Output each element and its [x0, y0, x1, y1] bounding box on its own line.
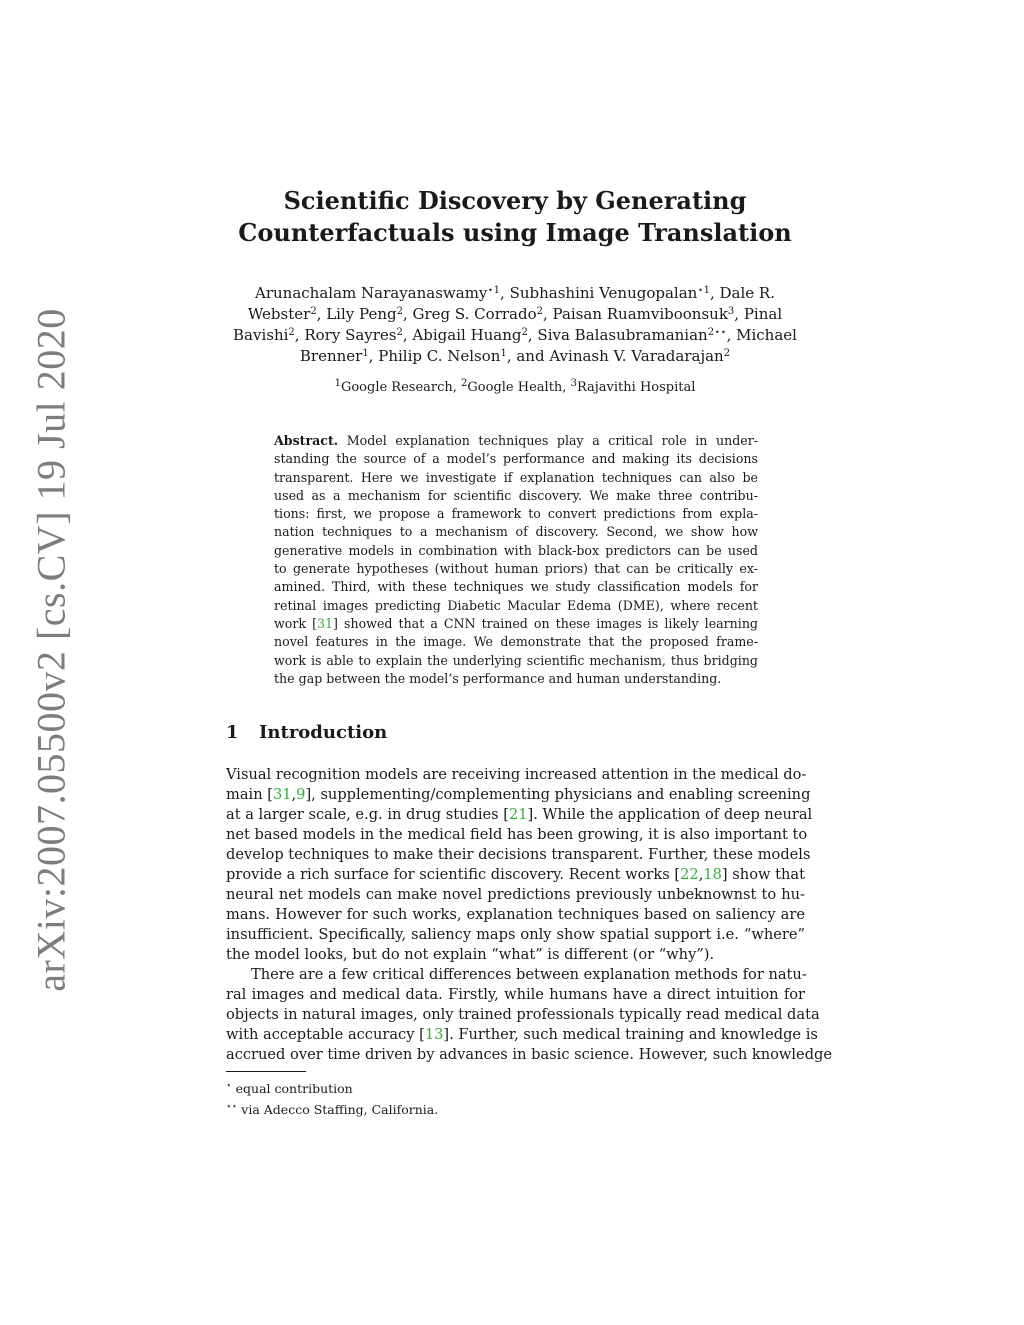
body-line: accrued over time driven by advances in basic science. However, such knowledge [226, 1046, 833, 1063]
author-name: , and Avinash V. Varadarajan [506, 347, 724, 365]
body-line: net based models in the medical field has been growing, it is also important to [226, 826, 808, 843]
affil-name: Google Health, [467, 380, 571, 395]
citation-link[interactable]: 9 [296, 786, 306, 803]
author-name: , Philip C. Nelson [368, 347, 501, 365]
abstract-line: nation techniques to a mechanism of discovery. Second, we show how [274, 524, 758, 540]
body-line: Visual recognition models are receiving increased attention in the medical do- [226, 766, 807, 783]
author-sup: ⋆1 [487, 285, 501, 296]
author-name: , Paisan Ruamviboonsuk [542, 305, 728, 323]
footnote-divider [226, 1071, 306, 1072]
abstract-text: ] showed that a CNN trained on these images is likely learning [333, 615, 758, 631]
title-line-1: Scientific Discovery by Generating [283, 186, 747, 215]
affil-sup: 2 [461, 378, 468, 389]
footnotes [226, 1077, 438, 1119]
title-line-2: Counterfactuals using Image Translation [238, 218, 792, 247]
author-name: , Rory Sayres [294, 326, 397, 344]
body-line: There are a few critical differences between explanation methods for natu- [251, 966, 807, 983]
citation-link[interactable]: 22 [680, 866, 699, 883]
body-line: ral images and medical data. Firstly, while humans have a direct intuition for [226, 986, 805, 1003]
abstract-text: work [ [274, 615, 317, 631]
citation-link[interactable]: 18 [703, 866, 722, 883]
affil-name: Google Research, [340, 380, 462, 395]
abstract-line: generative models in combination with black-box predictors can be used [274, 542, 758, 558]
section-heading [226, 722, 387, 743]
author-sup: 2⋆⋆ [707, 327, 727, 338]
abstract-line: tions: first, we propose a framework to convert predictions from expla- [274, 506, 758, 522]
author-sup: 2 [396, 327, 403, 338]
author-name: , Subhashini Venugopalan [500, 284, 698, 302]
body-text: , [698, 866, 704, 883]
affil-sup: 1 [334, 378, 341, 389]
body-line [226, 805, 813, 825]
introduction-body [226, 765, 833, 1065]
body-text: ] show that [721, 866, 805, 883]
author-line-2 [225, 304, 805, 325]
footnote-mark: ⋆ [226, 1081, 232, 1091]
body-text: at a larger scale, e.g. in drug studies [ [226, 806, 509, 823]
body-line: mans. However for such works, explanation techniques based on saliency are [226, 906, 805, 923]
body-line: neural net models can make novel predictions previously unbeknownst to hu- [226, 886, 805, 903]
author-sup: 2 [723, 348, 731, 359]
citation-link[interactable]: 13 [424, 1026, 444, 1043]
body-line [226, 785, 811, 805]
body-line [226, 865, 805, 885]
arxiv-id-text: arXiv:2007.05500v2 [cs.CV] 19 Jul 2020 [28, 308, 74, 992]
body-line: the model looks, but do not explain “what” is different (or “why”). [226, 946, 715, 963]
abstract-line [274, 615, 758, 633]
author-name: Webster [247, 305, 311, 323]
abstract-line: the gap between the model’s performance and human understanding. [274, 670, 722, 686]
citation-link[interactable]: 21 [508, 806, 528, 823]
affil-name: Rajavithi Hospital [576, 380, 696, 395]
citation-link[interactable]: 31 [317, 615, 334, 631]
affiliations [225, 378, 805, 398]
body-text: ]. While the application of deep neural [527, 806, 813, 823]
footnote-text: equal contribution [235, 1081, 353, 1096]
arxiv-identifier-stamp [26, 308, 76, 992]
body-text: with acceptable accuracy [ [226, 1026, 425, 1043]
author-name: , Siva Balasubramanian [527, 326, 708, 344]
abstract-text: Model explanation techniques play a critical role in under- [338, 433, 758, 448]
footnote-mark: ⋆⋆ [226, 1102, 238, 1112]
body-text: , [291, 786, 297, 803]
footnote-item [226, 1098, 438, 1119]
author-line-3 [225, 325, 805, 346]
abstract-line [274, 432, 758, 450]
affil-sup: 3 [570, 378, 577, 389]
body-text: ]. Further, such medical training and knowledge is [443, 1026, 818, 1043]
footnote-item [226, 1077, 438, 1098]
author-sup: 2 [288, 327, 295, 338]
author-name: , Pinal [734, 305, 783, 323]
author-sup: 2 [396, 306, 403, 317]
author-sup: 2 [536, 306, 543, 317]
author-sup: 2 [310, 306, 317, 317]
body-line: insufficient. Specifically, saliency maps only show spatial support i.e. “where” [226, 926, 805, 943]
author-name: , Dale R. [709, 284, 775, 302]
body-text: main [ [226, 786, 273, 803]
author-sup: ⋆1 [697, 285, 710, 296]
author-name: , Lily Peng [316, 305, 397, 323]
section-title: Introduction [259, 722, 388, 743]
body-text: ], supplementing/complementing physicians and enabling screening [305, 786, 811, 803]
author-name: , Abigail Huang [402, 326, 522, 344]
abstract [274, 432, 758, 688]
author-name: Arunachalam Narayanaswamy [255, 284, 488, 302]
author-sup: 3 [727, 306, 735, 317]
author-name: Brenner [299, 347, 363, 365]
author-sup: 1 [500, 348, 507, 359]
author-name: , Greg S. Corrado [402, 305, 537, 323]
abstract-line: transparent. Here we investigate if explanation techniques can also be [274, 469, 758, 485]
footnote-text: via Adecco Staffing, California. [241, 1102, 439, 1117]
abstract-line: amined. Third, with these techniques we study classification models for [274, 579, 758, 595]
author-sup: 2 [521, 327, 528, 338]
author-line-4 [225, 346, 805, 367]
abstract-line: standing the source of a model’s performance and making its decisions [274, 451, 758, 467]
abstract-line: retinal images predicting Diabetic Macular Edema (DME), where recent [274, 597, 758, 613]
body-text: provide a rich surface for scientific discovery. Recent works [ [226, 866, 681, 883]
author-name: Bavishi [233, 326, 289, 344]
abstract-line: to generate hypotheses (without human priors) that can be critically ex- [274, 561, 758, 577]
body-line: objects in natural images, only trained professionals typically read medical data [226, 1006, 820, 1023]
author-name: , Michael [726, 326, 797, 344]
paper-title [200, 185, 830, 249]
body-line: develop techniques to make their decisions transparent. Further, these models [226, 846, 811, 863]
abstract-line: work is able to explain the underlying scientific mechanism, thus bridging [274, 652, 758, 668]
author-line-1 [225, 283, 805, 304]
abstract-line: used as a mechanism for scientific discovery. We make three contribu- [274, 487, 758, 503]
abstract-label: Abstract. [274, 433, 339, 448]
citation-link[interactable]: 31 [272, 786, 292, 803]
author-list [225, 283, 805, 367]
section-number: 1 [226, 722, 239, 743]
abstract-line: novel features in the image. We demonstrate that the proposed frame- [274, 634, 758, 650]
author-sup: 1 [362, 348, 369, 359]
body-line [226, 1025, 818, 1045]
